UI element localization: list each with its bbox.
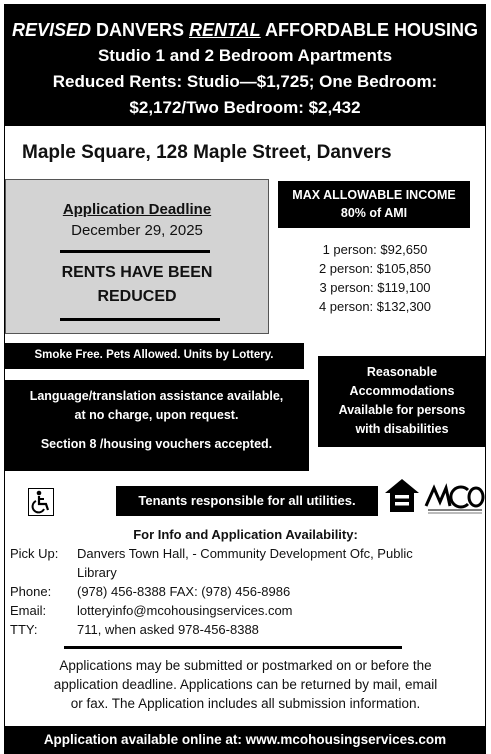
deadline-date: December 29, 2025 bbox=[71, 222, 203, 239]
policy-text: Smoke Free. Pets Allowed. Units by Lottery. bbox=[34, 349, 274, 361]
footer-banner bbox=[4, 726, 486, 754]
email-link[interactable]: lotteryinfo@mcohousingservices.com bbox=[77, 603, 293, 618]
rents-reduced-line2: REDUCED bbox=[97, 288, 177, 305]
email-label: Email: bbox=[10, 603, 47, 618]
property-address: Maple Square, 128 Maple Street, Danvers bbox=[22, 142, 392, 163]
header-rents-line1: Reduced Rents: Studio—$1,725; One Bedroom: bbox=[52, 72, 438, 91]
pickup-value-cont: Library bbox=[77, 565, 117, 580]
deadline-title: Application Deadline bbox=[62, 201, 212, 218]
mco-logo bbox=[424, 482, 486, 516]
language-line: at no charge, upon request. bbox=[74, 408, 239, 422]
utilities-banner bbox=[116, 486, 378, 516]
income-limit-box bbox=[278, 181, 470, 228]
equal-housing-icon bbox=[382, 476, 422, 516]
accommodations-line: with disabilities bbox=[355, 422, 449, 436]
contact-title: For Info and Application Availability: bbox=[133, 527, 358, 542]
header-title-part: DANVERS bbox=[91, 20, 190, 40]
divider bbox=[64, 646, 402, 649]
utilities-text: Tenants responsible for all utilities. bbox=[138, 493, 356, 508]
phone-value: (978) 456-8388 FAX: (978) 456-8986 bbox=[77, 584, 291, 599]
accommodations-box bbox=[318, 356, 486, 447]
tty-value: 711, when asked 978-456-8388 bbox=[77, 622, 259, 637]
header-title-part: AFFORDABLE HOUSING bbox=[260, 20, 479, 40]
pickup-value: Danvers Town Hall, - Community Development Ofc, Public bbox=[77, 546, 413, 561]
policy-banner bbox=[4, 343, 304, 369]
accommodations-line: Reasonable bbox=[366, 365, 438, 379]
pickup-label: Pick Up: bbox=[10, 546, 59, 561]
header-unit-types: Studio 1 and 2 Bedroom Apartments bbox=[97, 46, 393, 65]
divider bbox=[60, 318, 220, 321]
voucher-line: Section 8 /housing vouchers accepted. bbox=[40, 437, 273, 451]
wheelchair-icon-graphic bbox=[29, 489, 53, 515]
divider bbox=[60, 250, 210, 253]
rents-reduced-line1: RENTS HAVE BEEN bbox=[61, 264, 213, 281]
accommodations-line: Accommodations bbox=[349, 384, 455, 398]
equal-housing-icon-graphic bbox=[382, 476, 422, 516]
accommodations-line: Available for persons bbox=[338, 403, 466, 417]
header-banner bbox=[4, 4, 486, 126]
submission-note-line: Applications may be submitted or postmarked on or before the bbox=[59, 658, 432, 673]
income-row: 4 person: $132,300 bbox=[318, 299, 432, 314]
header-rents-line2: $2,172/Two Bedroom: $2,432 bbox=[129, 98, 361, 117]
language-line: Language/translation assistance available, bbox=[29, 389, 284, 403]
income-subtitle: 80% of AMI bbox=[340, 206, 408, 220]
income-title: MAX ALLOWABLE INCOME bbox=[292, 188, 456, 202]
language-assistance-box bbox=[4, 380, 309, 471]
rental-label: RENTAL bbox=[189, 20, 261, 40]
income-row: 2 person: $105,850 bbox=[318, 261, 432, 276]
phone-label: Phone: bbox=[10, 584, 52, 599]
income-row: 3 person: $119,100 bbox=[319, 280, 431, 295]
revised-label: REVISED bbox=[11, 20, 91, 40]
submission-note-line: application deadline. Applications can be returned by mail, email bbox=[53, 677, 438, 692]
mco-logo-graphic bbox=[424, 482, 486, 516]
submission-note-line: or fax. The Application includes all submission information. bbox=[70, 696, 421, 711]
website-link[interactable]: Application available online at: www.mcohousingservices.com bbox=[43, 732, 447, 747]
income-row: 1 person: $92,650 bbox=[322, 242, 428, 257]
deadline-box bbox=[5, 179, 269, 334]
header-title bbox=[4, 20, 486, 41]
tty-label: TTY: bbox=[10, 622, 38, 637]
wheelchair-icon bbox=[28, 488, 54, 516]
